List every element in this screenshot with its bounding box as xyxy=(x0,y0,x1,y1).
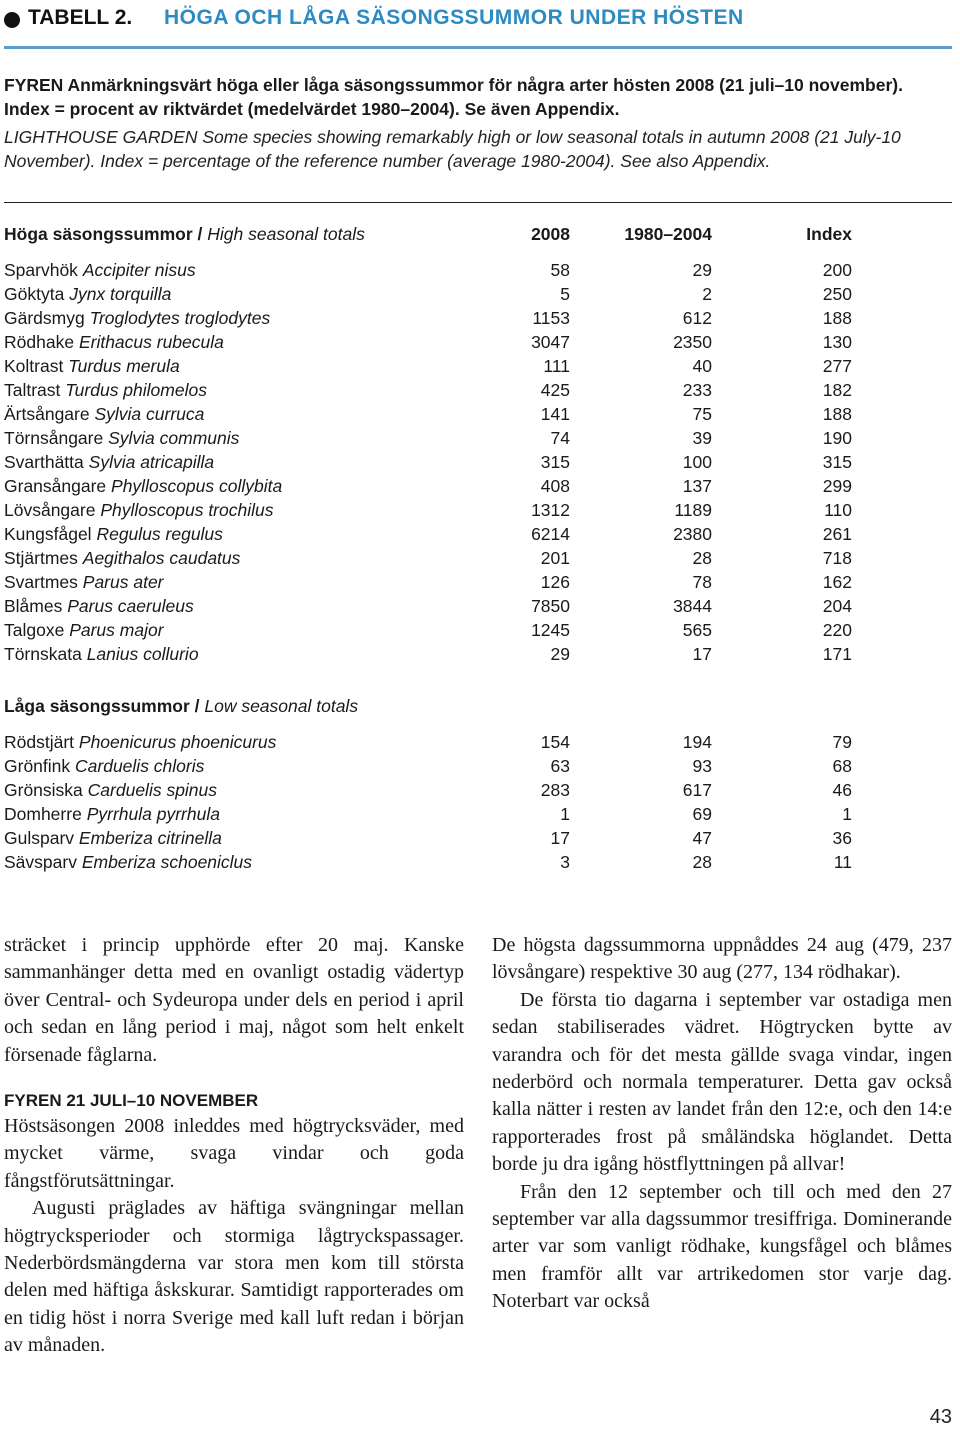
value-2008: 141 xyxy=(540,404,570,424)
species-name xyxy=(4,618,164,642)
value-reference: 617 xyxy=(682,780,712,800)
species-name xyxy=(4,570,164,594)
species-name xyxy=(4,778,217,802)
value-index: 46 xyxy=(832,780,852,800)
species-name xyxy=(4,850,252,874)
table-row xyxy=(4,306,954,330)
scientific-name: Phoenicurus phoenicurus xyxy=(78,732,277,752)
value-reference: 2350 xyxy=(673,332,712,352)
species-name xyxy=(4,754,204,778)
species-name xyxy=(4,306,270,330)
scientific-name: Sylvia atricapilla xyxy=(88,452,215,472)
paragraph: Från den 12 september och till och med den 27 september var alla dagssummor tresiffriga. Dominerande arter var som vanligt rödhake, kungsfågel och blåmes men framför allt var artrikedomen stor varje dag. Noterbart var också xyxy=(492,1180,952,1313)
heading-divider xyxy=(4,46,952,49)
value-reference: 565 xyxy=(682,620,712,640)
value-index: 188 xyxy=(822,308,852,328)
value-2008: 5 xyxy=(560,284,570,304)
table-row xyxy=(4,498,954,522)
table-heading xyxy=(4,4,954,34)
scientific-name: Emberiza schoeniclus xyxy=(81,852,253,872)
value-index: 261 xyxy=(822,524,852,544)
table-row xyxy=(4,402,954,426)
value-2008: 283 xyxy=(540,780,570,800)
species-name xyxy=(4,826,222,850)
value-2008: 111 xyxy=(543,356,570,376)
table-row xyxy=(4,754,954,778)
value-reference: 2 xyxy=(702,284,712,304)
swedish-name: Ärtsångare xyxy=(4,404,90,424)
value-2008: 126 xyxy=(540,572,570,592)
table-row xyxy=(4,618,954,642)
column-header-reference: 1980–2004 xyxy=(624,224,712,244)
scientific-name: Regulus regulus xyxy=(96,524,223,544)
scientific-name: Emberiza citrinella xyxy=(78,828,222,848)
value-reference: 78 xyxy=(692,572,712,592)
value-2008: 154 xyxy=(540,732,570,752)
value-2008: 6214 xyxy=(531,524,570,544)
value-2008: 201 xyxy=(540,548,570,568)
value-reference: 29 xyxy=(692,260,712,280)
swedish-name: Törnsångare xyxy=(4,428,104,448)
swedish-name: Törnskata xyxy=(4,644,82,664)
species-name xyxy=(4,258,196,282)
species-name xyxy=(4,730,276,754)
value-2008: 7850 xyxy=(531,596,570,616)
scientific-name: Lanius collurio xyxy=(86,644,199,664)
swedish-name: Koltrast xyxy=(4,356,64,376)
swedish-name: Svartmes xyxy=(4,572,78,592)
low-title-en: Low seasonal totals xyxy=(204,696,359,716)
scientific-name: Jynx torquilla xyxy=(69,284,172,304)
table-row xyxy=(4,450,954,474)
table-row xyxy=(4,826,954,850)
value-index: 36 xyxy=(832,828,852,848)
table-title: HÖGA OCH LÅGA SÄSONGSSUMMOR UNDER HÖSTEN xyxy=(164,6,744,29)
scientific-name: Parus ater xyxy=(82,572,164,592)
value-2008: 29 xyxy=(550,644,570,664)
value-reference: 75 xyxy=(692,404,712,424)
value-reference: 137 xyxy=(682,476,712,496)
scientific-name: Sylvia communis xyxy=(108,428,240,448)
value-reference: 47 xyxy=(692,828,712,848)
low-section-title xyxy=(4,692,358,720)
species-name xyxy=(4,426,239,450)
scientific-name: Turdus philomelos xyxy=(65,380,207,400)
scientific-name: Accipiter nisus xyxy=(82,260,196,280)
value-index: 1 xyxy=(842,804,852,824)
scientific-name: Aegithalos caudatus xyxy=(82,548,241,568)
value-2008: 63 xyxy=(550,756,570,776)
scientific-name: Parus major xyxy=(69,620,164,640)
swedish-name: Stjärtmes xyxy=(4,548,78,568)
swedish-name: Gulsparv xyxy=(4,828,75,848)
value-2008: 74 xyxy=(550,428,570,448)
value-2008: 408 xyxy=(540,476,570,496)
value-index: 299 xyxy=(822,476,852,496)
value-index: 110 xyxy=(824,500,852,520)
table-row xyxy=(4,474,954,498)
swedish-name: Grönsiska xyxy=(4,780,83,800)
caption-divider xyxy=(4,202,952,203)
value-index: 79 xyxy=(832,732,852,752)
table-row xyxy=(4,522,954,546)
table-header-row xyxy=(4,220,954,248)
value-2008: 3 xyxy=(560,852,570,872)
value-2008: 1312 xyxy=(531,500,570,520)
species-name xyxy=(4,546,240,570)
value-index: 182 xyxy=(822,380,852,400)
value-reference: 93 xyxy=(692,756,712,776)
swedish-name: Rödstjärt xyxy=(4,732,75,752)
species-name xyxy=(4,330,224,354)
swedish-name: Svarthätta xyxy=(4,452,84,472)
species-name xyxy=(4,522,223,546)
low-totals-rows xyxy=(4,730,954,874)
caption-swedish: FYREN Anmärkningsvärt höga eller låga säsongssummor för några arter hösten 2008 (21 juli–10 november). Index = procent av riktvärdet (medelvärdet 1980–2004). Se även Appendix. xyxy=(4,75,903,119)
table-row xyxy=(4,850,954,874)
table-row xyxy=(4,378,954,402)
species-name xyxy=(4,802,220,826)
scientific-name: Parus caeruleus xyxy=(67,596,194,616)
table-row xyxy=(4,330,954,354)
swedish-name: Blåmes xyxy=(4,596,63,616)
value-2008: 58 xyxy=(550,260,570,280)
species-name xyxy=(4,282,171,306)
value-2008: 1153 xyxy=(532,308,570,328)
high-totals-rows xyxy=(4,258,954,666)
table-row xyxy=(4,642,954,666)
value-reference: 39 xyxy=(692,428,712,448)
column-header-index: Index xyxy=(806,224,852,244)
table-row xyxy=(4,778,954,802)
high-title-sv: Höga säsongssummor / xyxy=(4,224,203,244)
table-caption xyxy=(4,74,949,173)
table-row xyxy=(4,802,954,826)
value-reference: 3844 xyxy=(673,596,712,616)
table-row xyxy=(4,354,954,378)
value-index: 171 xyxy=(822,644,852,664)
paragraph: Höstsäsongen 2008 inleddes med högtrycksväder, med mycket värme, svaga vindar och goda fångstförutsättningar. xyxy=(4,1115,464,1192)
species-name xyxy=(4,594,194,618)
value-reference: 17 xyxy=(692,644,712,664)
paragraph: De första tio dagarna i september var ostadiga men sedan stabiliserades vädret. Högtrycken bytte av varandra och för det mesta gällde svaga vindar, ingen nederbörd och normala temperaturer. Detta gav också kalla nätter i resten av landet från den 12:e, och den 14:e rapporterades frost på småländska höglandet. Detta borde ju dra igång höstflyttningen på allvar! xyxy=(492,988,952,1176)
value-reference: 194 xyxy=(682,732,712,752)
swedish-name: Taltrast xyxy=(4,380,61,400)
table-row xyxy=(4,730,954,754)
value-index: 200 xyxy=(822,260,852,280)
swedish-name: Lövsångare xyxy=(4,500,96,520)
table-row xyxy=(4,258,954,282)
value-reference: 2380 xyxy=(673,524,712,544)
value-index: 277 xyxy=(822,356,852,376)
page-number: 43 xyxy=(929,1406,952,1428)
table-label: TABELL 2. xyxy=(28,6,133,29)
table-row xyxy=(4,570,954,594)
scientific-name: Sylvia curruca xyxy=(94,404,205,424)
scientific-name: Erithacus rubecula xyxy=(78,332,224,352)
value-index: 250 xyxy=(822,284,852,304)
scientific-name: Turdus merula xyxy=(68,356,180,376)
value-index: 11 xyxy=(833,852,852,872)
value-index: 315 xyxy=(822,452,852,472)
value-2008: 1 xyxy=(560,804,570,824)
value-2008: 315 xyxy=(540,452,570,472)
value-2008: 1245 xyxy=(531,620,570,640)
value-reference: 40 xyxy=(692,356,712,376)
value-index: 220 xyxy=(822,620,852,640)
value-index: 188 xyxy=(822,404,852,424)
swedish-name: Sparvhök xyxy=(4,260,78,280)
value-index: 130 xyxy=(822,332,852,352)
value-reference: 69 xyxy=(692,804,712,824)
paragraph: sträcket i princip upphörde efter 20 maj. Kanske sammanhänger detta med en ovanligt ostadig vädertyp över Central- och Sydeuropa under dels en period i april och sedan en lång period i maj, något som helt enkelt försenade fåglarna. xyxy=(4,934,464,1066)
table-row xyxy=(4,282,954,306)
bullet-icon xyxy=(4,12,20,28)
value-reference: 1189 xyxy=(674,500,712,520)
value-index: 190 xyxy=(822,428,852,448)
swedish-name: Talgoxe xyxy=(4,620,65,640)
swedish-name: Gransångare xyxy=(4,476,107,496)
high-section-title xyxy=(4,220,365,248)
body-column-right xyxy=(492,932,952,1316)
value-index: 162 xyxy=(822,572,852,592)
table-row xyxy=(4,594,954,618)
scientific-name: Phylloscopus collybita xyxy=(111,476,283,496)
swedish-name: Rödhake xyxy=(4,332,75,352)
value-index: 718 xyxy=(822,548,852,568)
caption-english: LIGHTHOUSE GARDEN Some species showing remarkably high or low seasonal totals in autumn 2008 (21 July-10 November). Index = percentage of the reference number (average 1980-2004). See also Appendix. xyxy=(4,127,901,171)
scientific-name: Carduelis spinus xyxy=(87,780,218,800)
species-name xyxy=(4,642,199,666)
seasonal-totals-table xyxy=(4,220,954,874)
value-index: 68 xyxy=(832,756,852,776)
swedish-name: Kungsfågel xyxy=(4,524,92,544)
value-index: 204 xyxy=(822,596,852,616)
high-title-en: High seasonal totals xyxy=(207,224,365,244)
species-name xyxy=(4,498,273,522)
value-reference: 28 xyxy=(692,852,712,872)
table-row xyxy=(4,426,954,450)
section-subheading: FYREN 21 JULI–10 NOVEMBER xyxy=(4,1091,259,1111)
scientific-name: Phylloscopus trochilus xyxy=(100,500,274,520)
table-row xyxy=(4,546,954,570)
low-section-header xyxy=(4,692,954,720)
species-name xyxy=(4,378,207,402)
swedish-name: Göktyta xyxy=(4,284,65,304)
body-column-left xyxy=(4,932,464,1360)
scientific-name: Carduelis chloris xyxy=(75,756,205,776)
paragraph: Augusti präglades av häftiga svängningar mellan högtrycksperioder och stormiga lågtryckspassager. Nederbördsmängderna var stora men kom till största delen med häftiga åskskurar. Samtidigt rapporterades om en tidig höst i norra Sverige med kall luft redan i början av månaden. xyxy=(4,1197,464,1357)
scientific-name: Troglodytes troglodytes xyxy=(89,308,271,328)
swedish-name: Domherre xyxy=(4,804,82,824)
species-name xyxy=(4,402,204,426)
species-name xyxy=(4,474,282,498)
scientific-name: Pyrrhula pyrrhula xyxy=(86,804,220,824)
value-reference: 100 xyxy=(682,452,712,472)
value-reference: 612 xyxy=(682,308,712,328)
value-reference: 233 xyxy=(682,380,712,400)
value-reference: 28 xyxy=(692,548,712,568)
column-header-2008: 2008 xyxy=(531,224,570,244)
low-title-sv: Låga säsongssummor / xyxy=(4,696,200,716)
species-name xyxy=(4,450,214,474)
species-name xyxy=(4,354,180,378)
paragraph: De högsta dagssummorna uppnåddes 24 aug (479, 237 lövsångare) respektive 30 aug (277, 134 rödhakar). xyxy=(492,934,952,984)
value-2008: 3047 xyxy=(531,332,570,352)
swedish-name: Gärdsmyg xyxy=(4,308,85,328)
swedish-name: Sävsparv xyxy=(4,852,77,872)
value-2008: 17 xyxy=(550,828,570,848)
swedish-name: Grönfink xyxy=(4,756,71,776)
value-2008: 425 xyxy=(540,380,570,400)
